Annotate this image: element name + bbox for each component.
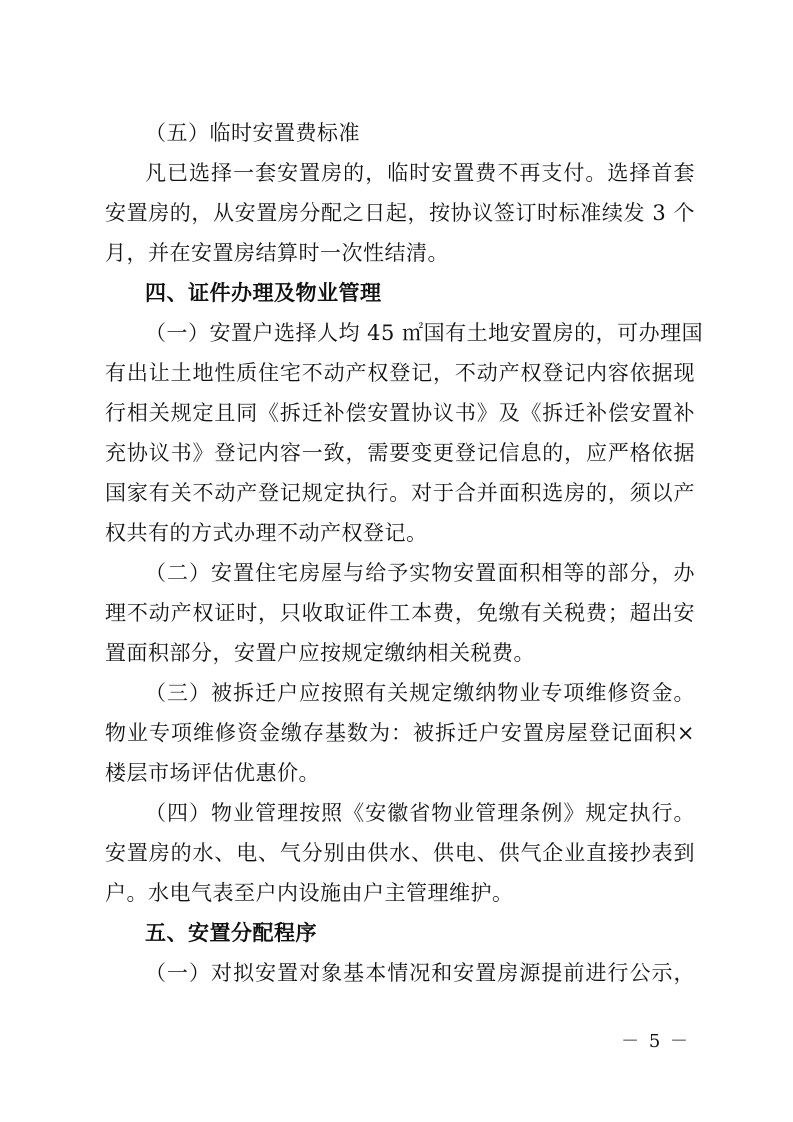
- paragraph-line: （四）物业管理按照《安徽省物业管理条例》规定执行。: [145, 801, 695, 825]
- paragraph-line: 户。水电气表至户内设施由户主管理维护。: [105, 881, 514, 905]
- paragraph-line: 物业专项维修资金缴存基数为：被拆迁户安置房屋登记面积×: [105, 721, 695, 745]
- paragraph-line: 有出让土地性质住宅不动产权登记，不动产权登记内容依据现: [105, 361, 695, 385]
- paragraph-line: 理不动产权证时，只收取证件工本费，免缴有关税费；超出安: [105, 601, 695, 625]
- subheading-temporary-fee: （五）临时安置费标准: [145, 121, 360, 145]
- paragraph-line: 安置房的，从安置房分配之日起，按协议签订时标准续发 3 个: [105, 201, 695, 225]
- paragraph-line: 行相关规定且同《拆迁补偿安置协议书》及《拆迁补偿安置补: [105, 401, 695, 425]
- paragraph-line: （一）对拟安置对象基本情况和安置房源提前进行公示，: [145, 961, 695, 985]
- paragraph-line: 月，并在安置房结算时一次性结清。: [105, 241, 449, 265]
- paragraph-line: 充协议书》登记内容一致，需要变更登记信息的，应严格依据: [105, 441, 695, 465]
- paragraph-line: （一）安置户选择人均 45 ㎡国有土地安置房的，可办理国: [145, 321, 704, 345]
- paragraph-line: 凡已选择一套安置房的，临时安置费不再支付。选择首套: [145, 161, 695, 185]
- section-heading-certificates: 四、证件办理及物业管理: [145, 281, 382, 305]
- paragraph-line: 楼层市场评估优惠价。: [105, 761, 320, 785]
- paragraph-line: 置面积部分，安置户应按规定缴纳相关税费。: [105, 641, 535, 665]
- section-heading-allocation: 五、安置分配程序: [145, 921, 317, 945]
- paragraph-line: 国家有关不动产登记规定执行。对于合并面积选房的，须以产: [105, 481, 695, 505]
- paragraph-line: 权共有的方式办理不动产权登记。: [105, 521, 428, 545]
- paragraph-line: 安置房的水、电、气分别由供水、供电、供气企业直接抄表到: [105, 841, 695, 865]
- page-number: － 5 －: [621, 1031, 690, 1052]
- paragraph-line: （二）安置住宅房屋与给予实物安置面积相等的部分，办: [145, 561, 695, 585]
- paragraph-line: （三）被拆迁户应按照有关规定缴纳物业专项维修资金。: [145, 681, 695, 705]
